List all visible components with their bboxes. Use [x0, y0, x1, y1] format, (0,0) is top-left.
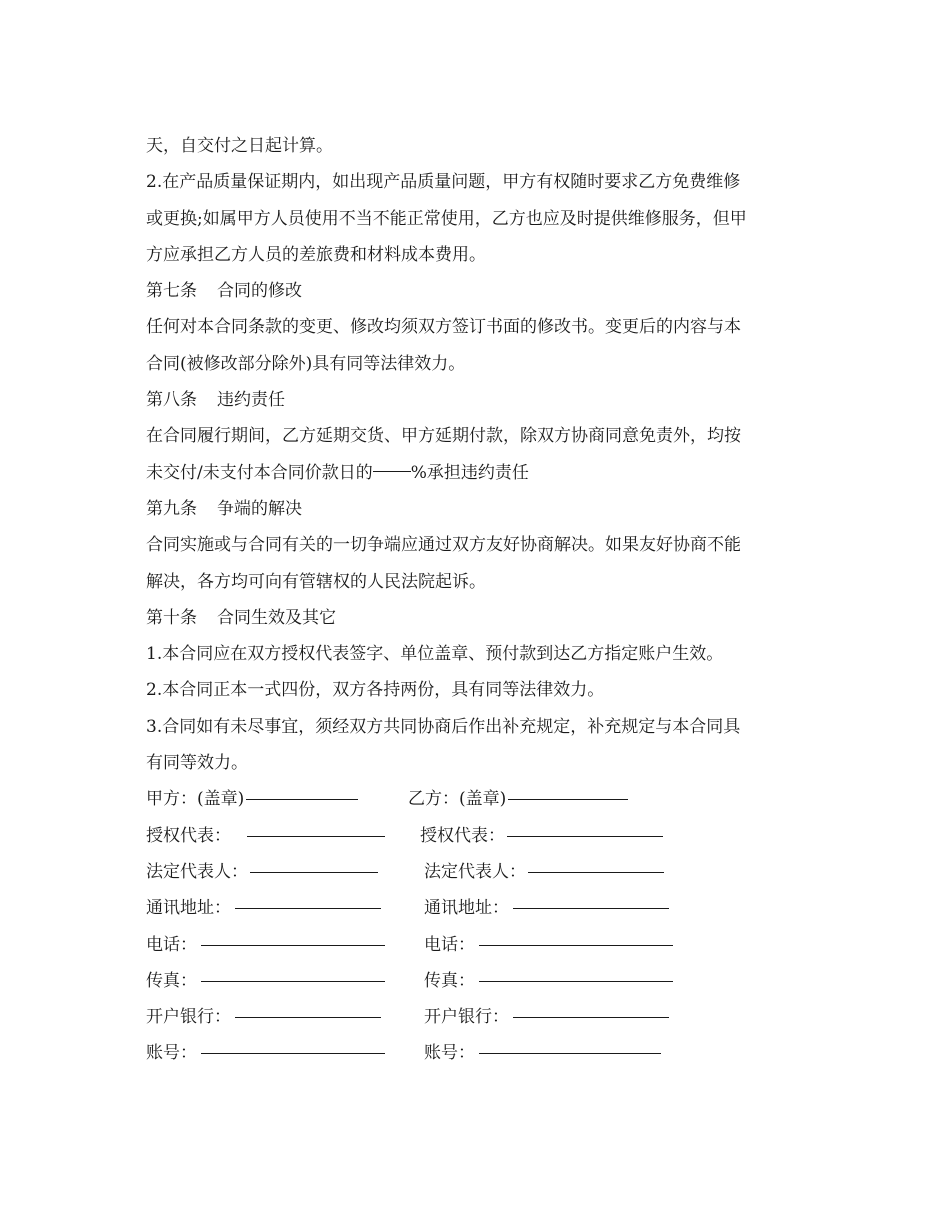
- party-b-label: 通讯地址：: [424, 898, 509, 919]
- clause-title: 合同的修改: [217, 281, 302, 302]
- signature-row: [146, 818, 818, 854]
- paragraph-line: 1.本合同应在双方授权代表签字、单位盖章、预付款到达乙方指定账户生效。: [146, 644, 724, 665]
- clause-number: 第八条: [146, 390, 197, 411]
- paragraph-line: 有同等效力。: [146, 753, 248, 774]
- fill-in-blank: [508, 799, 628, 800]
- clause-number: 第九条: [146, 498, 197, 519]
- party-a-field: [146, 890, 381, 926]
- penalty-text-before: 未交付/未支付本合同价款日的: [146, 462, 373, 483]
- party-b-label: 授权代表：: [420, 825, 505, 846]
- party-a-field: [146, 927, 385, 963]
- paragraph-line: 或更换;如属甲方人员使用不当不能正常使用，乙方也应及时提供维修服务，但甲: [146, 208, 747, 229]
- contract-body: [146, 128, 818, 1072]
- party-b-field: [424, 963, 673, 999]
- party-b-label: 传真：: [424, 970, 475, 991]
- clause-number: 第十条: [146, 607, 197, 628]
- clause-title: 违约责任: [217, 390, 285, 411]
- party-b-field: [408, 781, 628, 817]
- clause-heading: [146, 600, 818, 636]
- paragraph-line: 解决，各方均可向有管辖权的人民法院起诉。: [146, 571, 486, 592]
- party-a-label: 通讯地址：: [146, 898, 231, 919]
- party-a-label: 法定代表人：: [146, 861, 248, 882]
- paragraph-line: 合同(被修改部分除外)具有同等法律效力。: [146, 353, 466, 374]
- paragraph-line: 合同实施或与合同有关的一切争端应通过双方友好协商解决。如果友好协商不能: [146, 535, 741, 556]
- party-b-field: [424, 927, 673, 963]
- party-a-field: [146, 999, 381, 1035]
- fill-in-blank: [250, 872, 378, 873]
- party-a-field: [146, 818, 385, 854]
- party-a-label: 甲方：(盖章): [146, 789, 245, 810]
- signature-row: [146, 854, 818, 890]
- party-b-field: [424, 854, 664, 890]
- fill-in-blank: [479, 1053, 661, 1054]
- signature-row: [146, 890, 818, 926]
- fill-in-blank: [513, 908, 669, 909]
- clauses-section: [146, 128, 818, 781]
- paragraph-line: 在合同履行期间，乙方延期交货、甲方延期付款，除双方协商同意免责外，均按: [146, 426, 741, 447]
- fill-in-blank: [235, 908, 381, 909]
- party-a-label: 授权代表：: [146, 825, 231, 846]
- fill-in-blank: [201, 1053, 385, 1054]
- party-b-field: [424, 890, 669, 926]
- fill-in-blank: [235, 1017, 381, 1018]
- fill-in-blank: [201, 981, 385, 982]
- paragraph-line: 天，自交付之日起计算。: [146, 136, 333, 156]
- party-b-label: 法定代表人：: [424, 861, 526, 882]
- paragraph-line: 2.本合同正本一式四份，双方各持两份，具有同等法律效力。: [146, 680, 605, 701]
- party-a-label: 开户银行：: [146, 1007, 231, 1028]
- party-b-label: 账号：: [424, 1043, 475, 1064]
- paragraph-line: 任何对本合同条款的变更、修改均须双方签订书面的修改书。变更后的内容与本: [146, 317, 741, 338]
- party-b-label: 乙方：(盖章): [408, 789, 507, 810]
- fill-in-blank: [247, 836, 385, 837]
- signature-row: [146, 927, 818, 963]
- penalty-text-after: %承担违约责任: [410, 462, 529, 483]
- party-b-field: [424, 999, 669, 1035]
- clause-number: 第七条: [146, 281, 197, 302]
- clause-title: 合同生效及其它: [217, 607, 336, 628]
- signature-block: [146, 781, 818, 1071]
- fill-in-blank: [507, 836, 663, 837]
- fill-in-blank: [479, 945, 673, 946]
- party-b-field: [420, 818, 663, 854]
- party-a-label: 账号：: [146, 1043, 197, 1064]
- penalty-rate-blank: [373, 471, 411, 472]
- fill-in-blank: [201, 945, 385, 946]
- penalty-rate-line: [146, 455, 818, 491]
- clause-heading: [146, 273, 818, 309]
- fill-in-blank: [479, 981, 673, 982]
- party-b-label: 开户银行：: [424, 1007, 509, 1028]
- signature-row: [146, 781, 818, 817]
- signature-row: [146, 963, 818, 999]
- party-a-field: [146, 1035, 385, 1071]
- fill-in-blank: [528, 872, 664, 873]
- party-a-field: [146, 963, 385, 999]
- party-a-field: [146, 854, 378, 890]
- paragraph-line: 2.在产品质量保证期内，如出现产品质量问题，甲方有权随时要求乙方免费维修: [146, 172, 741, 193]
- signature-row: [146, 1035, 818, 1071]
- party-b-label: 电话：: [424, 934, 475, 955]
- clause-title: 争端的解决: [217, 498, 302, 519]
- clause-heading: [146, 382, 818, 418]
- fill-in-blank: [246, 799, 358, 800]
- paragraph-line: 方应承担乙方人员的差旅费和材料成本费用。: [146, 244, 486, 265]
- party-a-field: [146, 781, 358, 817]
- party-b-field: [424, 1035, 661, 1071]
- fill-in-blank: [513, 1017, 669, 1018]
- signature-row: [146, 999, 818, 1035]
- party-a-label: 传真：: [146, 970, 197, 991]
- paragraph-line: 3.合同如有未尽事宜，须经双方共同协商后作出补充规定，补充规定与本合同具: [146, 716, 741, 737]
- clause-heading: [146, 491, 818, 527]
- party-a-label: 电话：: [146, 934, 197, 955]
